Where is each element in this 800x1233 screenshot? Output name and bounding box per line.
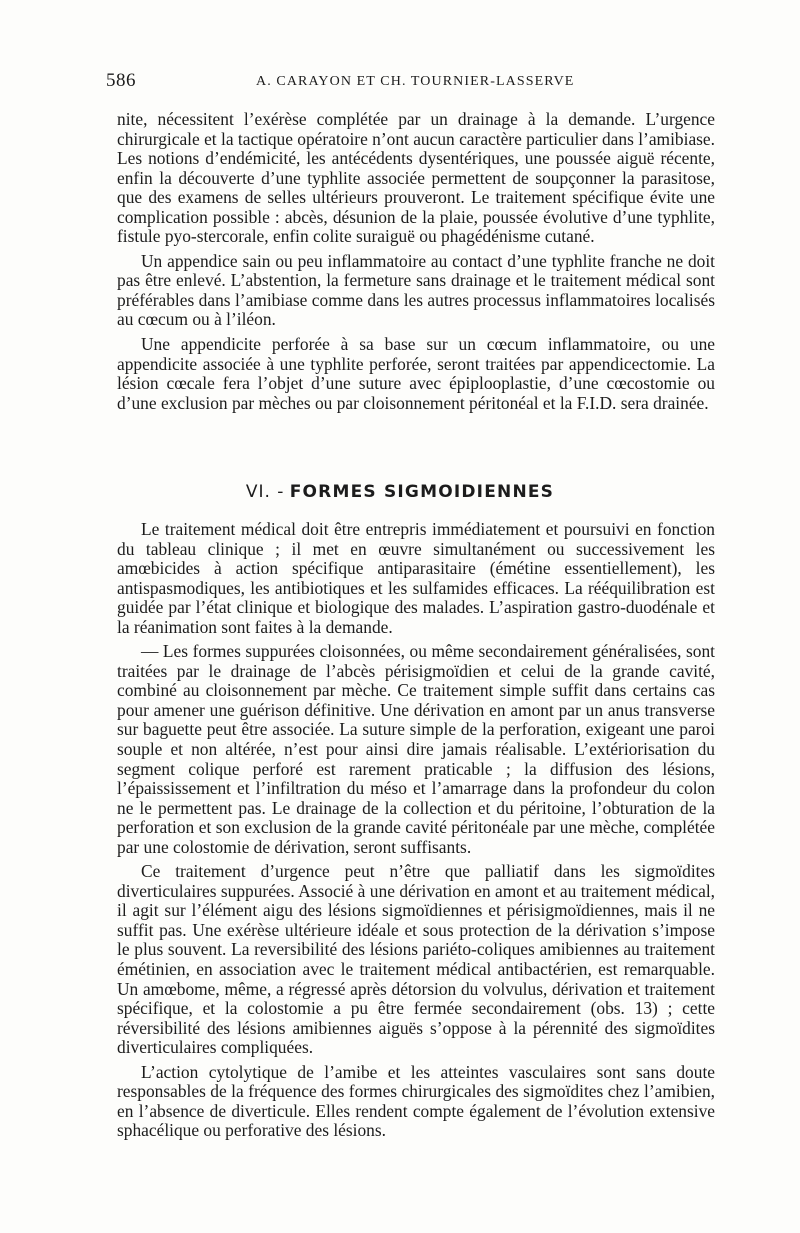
section-a-text xyxy=(117,110,715,413)
section-number: VI. - xyxy=(245,482,285,502)
paragraph: Une appendicite perforée à sa base sur un cœcum inflammatoire, ou une appendicite associée à une typhlite perforée, seront traitées par appendicectomie. La lésion cœcale fera l’objet d’une suture avec épiplooplastie, d’une cœcostomie ou d’une exclusion par mèches ou par cloisonnement péritonéal et la F.I.D. sera drainée. xyxy=(117,334,715,413)
section-heading xyxy=(0,482,800,502)
paragraph: nite, nécessitent l’exérèse complétée par un drainage à la demande. L’urgence chirurgicale et la tactique opératoire n’ont aucun caractère particulier dans l’amibiase. Les notions d’endémicité, les antécédents dysentériques, une poussée aiguë récente, enfin la découverte d’une typhlite associée permettent de soupçonner la parasitose, que des examens de selles ultérieurs prouveront. Le traitement spécifique évite une complication possible : abcès, désunion de la plaie, poussée évolutive d’une typhlite, fistule pyo-stercorale, enfin colite suraiguë ou phagédénisme cutané. xyxy=(117,109,715,247)
page-header xyxy=(106,70,716,96)
section-title: FORMES SIGMOIDIENNES xyxy=(289,482,555,502)
paragraph: Ce traitement d’urgence peut n’être que palliatif dans les sigmoïdites diverticulaires suppurées. Associé à une dérivation en amont et au traitement médical, il agit sur l’élément aigu des lésions sigmoïdiennes et périsigmoïdiennes, mais il ne suffit pas. Une exérèse ultérieure idéale et sous protection de la dérivation s’impose le plus souvent. La reversibilité des lésions pariéto-coliques amibiennes au traitement émétinien, en association avec le traitement médical antibactérien, est remarquable. Un amœbome, même, a régressé après détorsion du volvulus, dérivation et traitement spécifique, et la colostomie a pu être fermée secondairement (obs. 13) ; cette réversibilité des lésions amibiennes aiguës s’oppose à la pérennité des sigmoïdites diverticulaires compliquées. xyxy=(117,861,715,1058)
running-head: A. CARAYON ET CH. TOURNIER-LASSERVE xyxy=(256,74,575,89)
section-b-text xyxy=(117,520,715,1141)
paragraph: Le traitement médical doit être entrepris immédiatement et poursuivi en fonction du tableau clinique ; il met en œuvre simultanément ou successivement les amœbicides à action spécifique antiparasitaire (émétine essentiellement), les antispasmodiques, les antibiotiques et les sulfamides efficaces. La rééquilibration est guidée par l’état clinique et biologique des malades. L’aspiration gastro-duodénale et la réanimation sont faites à la demande. xyxy=(117,519,715,637)
page-number: 586 xyxy=(106,70,136,91)
paragraph: L’action cytolytique de l’amibe et les atteintes vasculaires sont sans doute responsables de la fréquence des formes chirurgicales des sigmoïdites chez l’amibien, en l’absence de diverticule. Elles rendent compte également de l’évolution extensive sphacélique ou perforative des lésions. xyxy=(117,1061,715,1141)
paragraph: — Les formes suppurées cloisonnées, ou même secondairement généralisées, sont traitées par le drainage de l’abcès périsigmoïdien et celui de la grande cavité, combiné au cloisonnement par mèche. Ce traitement simple suffit dans certains cas pour amener une guérison définitive. Une dérivation en amont par un anus transverse sur baguette peut être associée. La suture simple de la perforation, exigeant une paroi souple et non altérée, n’est pour ainsi dire jamais réalisable. L’extériorisation du segment colique perforé est rarement praticable ; la diffusion des lésions, l’épaississement et l’infiltration du méso et l’amarrage dans la profondeur du colon ne le permettent pas. Le drainage de la collection et du péritoine, l’obturation de la perforation et son exclusion de la grande cavité péritonéale par une mèche, complétée par une colostomie de dérivation, seront suffisants. xyxy=(117,641,715,857)
paragraph: Un appendice sain ou peu inflammatoire au contact d’une typhlite franche ne doit pas être enlevé. L’abstention, la fermeture sans drainage et le traitement médical sont préférables dans l’amibiase comme dans les autres processus inflammatoires localisés au cœcum ou à l’iléon. xyxy=(117,250,715,330)
